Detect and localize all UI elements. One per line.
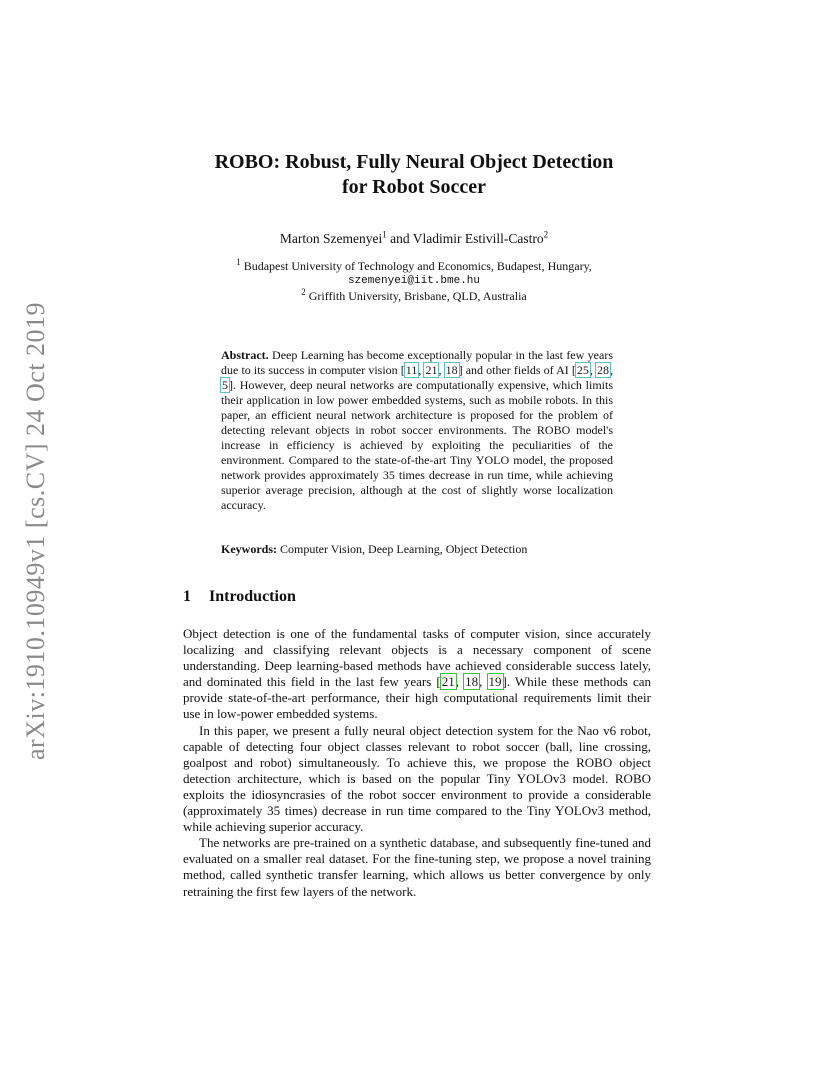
introduction-body bbox=[183, 626, 651, 900]
abstract-text-3: ]. However, deep neural networks are computationally expensive, which limits their application in low power embedded systems, such as mobile robots. In this paper, an efficient neural network architecture is proposed for the problem of detecting relevant objects in robot soccer environments. The ROBO model's increase in efficiency is achieved by exploiting the peculiarities of the environment. Compared to the state-of-the-art Tiny YOLO model, the proposed network provides approximately 35 times decrease in run time, while achieving superior average precision, although at the cost of slightly worse localization accuracy. bbox=[221, 378, 613, 512]
citation-separator: , bbox=[479, 674, 488, 690]
paragraph bbox=[183, 626, 651, 723]
citation-separator: , bbox=[589, 363, 597, 377]
author-2-name: Vladimir Estivill-Castro bbox=[412, 231, 544, 246]
affiliation-2 bbox=[120, 289, 708, 304]
keywords bbox=[221, 542, 613, 557]
keywords-label: Keywords: bbox=[221, 542, 277, 556]
abstract-text-1: Deep Learning has become exceptionally popular in the last few years due to its success in computer vision [ bbox=[221, 348, 613, 377]
citation-link[interactable]: 11 bbox=[405, 363, 418, 377]
paragraph-text: Object detection is one of the fundamental tasks of computer vision, since accurately localizing and classifying relevant objects is a necessary component of scene understanding. Deep learning-based methods have achieved considerable success lately, and dominated this field in the last few years [ bbox=[183, 626, 651, 690]
citation-link[interactable]: 5 bbox=[222, 378, 228, 392]
paper-title bbox=[120, 150, 708, 200]
affiliation-1-mark: 1 bbox=[236, 257, 241, 267]
citation-link[interactable]: 19 bbox=[488, 674, 502, 690]
citation-link[interactable]: 18 bbox=[445, 363, 458, 377]
author-2-affiliation-mark: 2 bbox=[543, 229, 549, 240]
author-list bbox=[120, 230, 708, 248]
author-email[interactable]: szemenyei@iit.bme.hu bbox=[347, 275, 481, 287]
citation-separator: , bbox=[438, 363, 445, 377]
abstract bbox=[221, 348, 613, 513]
paragraph: In this paper, we present a fully neural object detection system for the Nao v6 robot, capable of detecting four object classes relevant to robot soccer (ball, line crossing, goalpost and robot) simultaneously. To achieve this, we propose the ROBO object detection architecture, which is based on the popular Tiny YOLOv3 model. ROBO exploits the idiosyncrasies of the robot soccer environment to provide a considerable (approximately 35 times) decrease in run time compared to the Tiny YOLOv3 method, while achieving superior accuracy. bbox=[183, 722, 651, 835]
paper-title-line-1: ROBO: Robust, Fully Neural Object Detection bbox=[214, 151, 614, 173]
affiliation-2-text: Griffith University, Brisbane, QLD, Australia bbox=[305, 289, 527, 303]
affiliation-1-text: Budapest University of Technology and Economics, Budapest, Hungary, bbox=[240, 259, 592, 273]
arxiv-identifier: arXiv:1910.10949v1 [cs.CV] 24 Oct 2019 bbox=[21, 301, 50, 760]
citation-link[interactable]: 21 bbox=[425, 363, 438, 377]
author-1-affiliation-mark: 1 bbox=[382, 229, 387, 240]
affiliation-1 bbox=[120, 259, 708, 274]
author-1-name: Marton Szemenyei bbox=[279, 231, 383, 246]
paragraph: The networks are pre-trained on a synthetic database, and subsequently fine-tuned and evaluated on a smaller real dataset. For the fine-tuning step, we propose a novel training method, called synthetic transfer learning, which allows us better convergence by only retraining the first few layers of the network. bbox=[183, 835, 651, 899]
citation-link[interactable]: 21 bbox=[441, 674, 455, 690]
section-number: 1 bbox=[183, 588, 191, 605]
citation-separator: , bbox=[418, 363, 425, 377]
section-title: Introduction bbox=[209, 588, 296, 605]
citation-separator: , bbox=[610, 363, 614, 377]
paragraph-text: ]. While these methods can provide state-of-the-art performance, their high computational requirements limit their use in low-power embedded systems. bbox=[183, 674, 652, 722]
citation-separator: , bbox=[455, 674, 465, 690]
citation-link[interactable]: 25 bbox=[576, 363, 589, 377]
keywords-text: Computer Vision, Deep Learning, Object Detection bbox=[277, 542, 528, 556]
citation-link[interactable]: 18 bbox=[465, 674, 479, 690]
affiliation-2-mark: 2 bbox=[301, 287, 306, 297]
section-heading bbox=[183, 587, 643, 607]
abstract-text-2: ] and other fields of AI [ bbox=[458, 363, 576, 377]
affiliations bbox=[120, 259, 708, 304]
author-joiner: and bbox=[386, 231, 413, 246]
abstract-label: Abstract. bbox=[221, 348, 269, 362]
paper-title-line-2: for Robot Soccer bbox=[341, 176, 487, 198]
citation-link[interactable]: 28 bbox=[597, 363, 610, 377]
